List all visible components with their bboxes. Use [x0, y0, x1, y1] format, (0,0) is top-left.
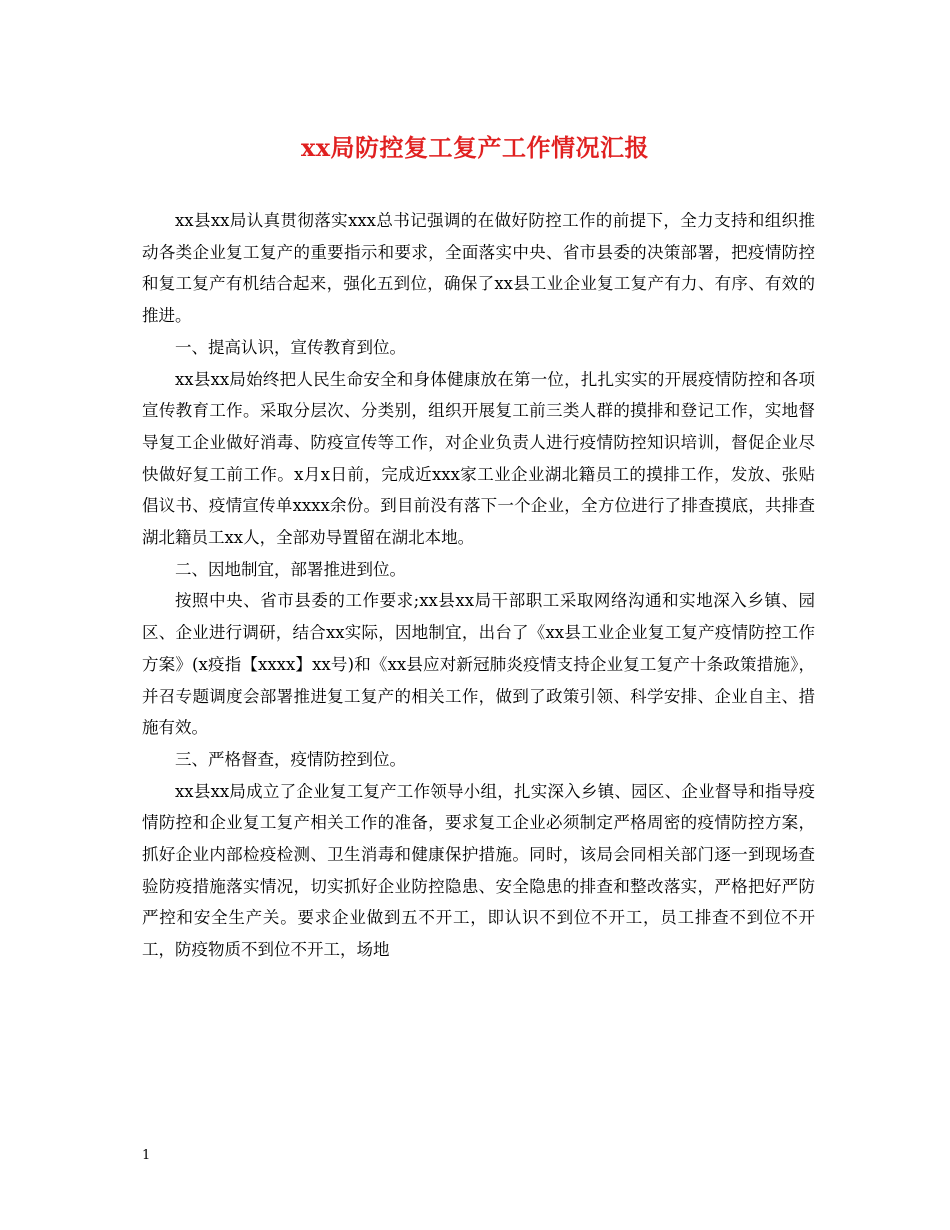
paragraph-section-3: xx县xx局成立了企业复工复产工作领导小组，扎实深入乡镇、园区、企业督导和指导疫情防控和企业复工复产相关工作的准备，要求复工企业必须制定严格周密的疫情防控方案，抓好企业内部检疫检测、卫生消毒和健康保护措施。同时，该局会同相关部门逐一到现场查验防疫措施落实情况，切实抓好企业防控隐患、安全隐患的排查和整改落实，严格把好严防严控和安全生产关。要求企业做到五不开工，即认识不到位不开工，员工排查不到位不开工，防疫物质不到位不开工，场地 — [142, 781, 815, 960]
section-heading-3: 三、严格督查，疫情防控到位。 — [175, 749, 406, 769]
paragraph-section-2: 按照中央、省市县委的工作要求;xx县xx局干部职工采取网络沟通和实地深入乡镇、园区、企业进行调研，结合xx实际，因地制宜，出台了《xx县工业企业复工复产疫情防控工作方案》(x疫指【xxxx】xx号)和《xx县应对新冠肺炎疫情支持企业复工复产十条政策措施》，并召专题调度会部署推进复工复产的相关工作，做到了政策引领、科学安排、企业自主、措施有效。 — [142, 591, 815, 738]
section-heading-1: 一、提高认识，宣传教育到位。 — [175, 337, 406, 357]
paragraph-intro: xx县xx局认真贯彻落实xxx总书记强调的在做好防控工作的前提下，全力支持和组织推动各类企业复工复产的重要指示和要求，全面落实中央、省市县委的决策部署，把疫情防控和复工复产有机结合起来，强化五到位，确保了xx县工业企业复工复产有力、有序、有效的推进。 — [142, 211, 815, 326]
section-heading-2: 二、因地制宜，部署推进到位。 — [175, 559, 406, 579]
page-number: 1 — [142, 1148, 151, 1163]
paragraph-section-1: xx县xx局始终把人民生命安全和身体健康放在第一位，扎扎实实的开展疫情防控和各项宣传教育工作。采取分层次、分类别，组织开展复工前三类人群的摸排和登记工作，实地督导复工企业做好消毒、防疫宣传等工作，对企业负责人进行疫情防控知识培训，督促企业尽快做好复工前工作。x月x日前，完成近xxx家工业企业湖北籍员工的摸排工作，发放、张贴倡议书、疫情宣传单xxxx余份。到目前没有落下一个企业，全方位进行了排查摸底，共排查湖北籍员工xx人，全部劝导置留在湖北本地。 — [142, 369, 815, 548]
document-title: xx局防控复工复产工作情况汇报 — [300, 133, 650, 162]
document-body — [142, 205, 815, 966]
